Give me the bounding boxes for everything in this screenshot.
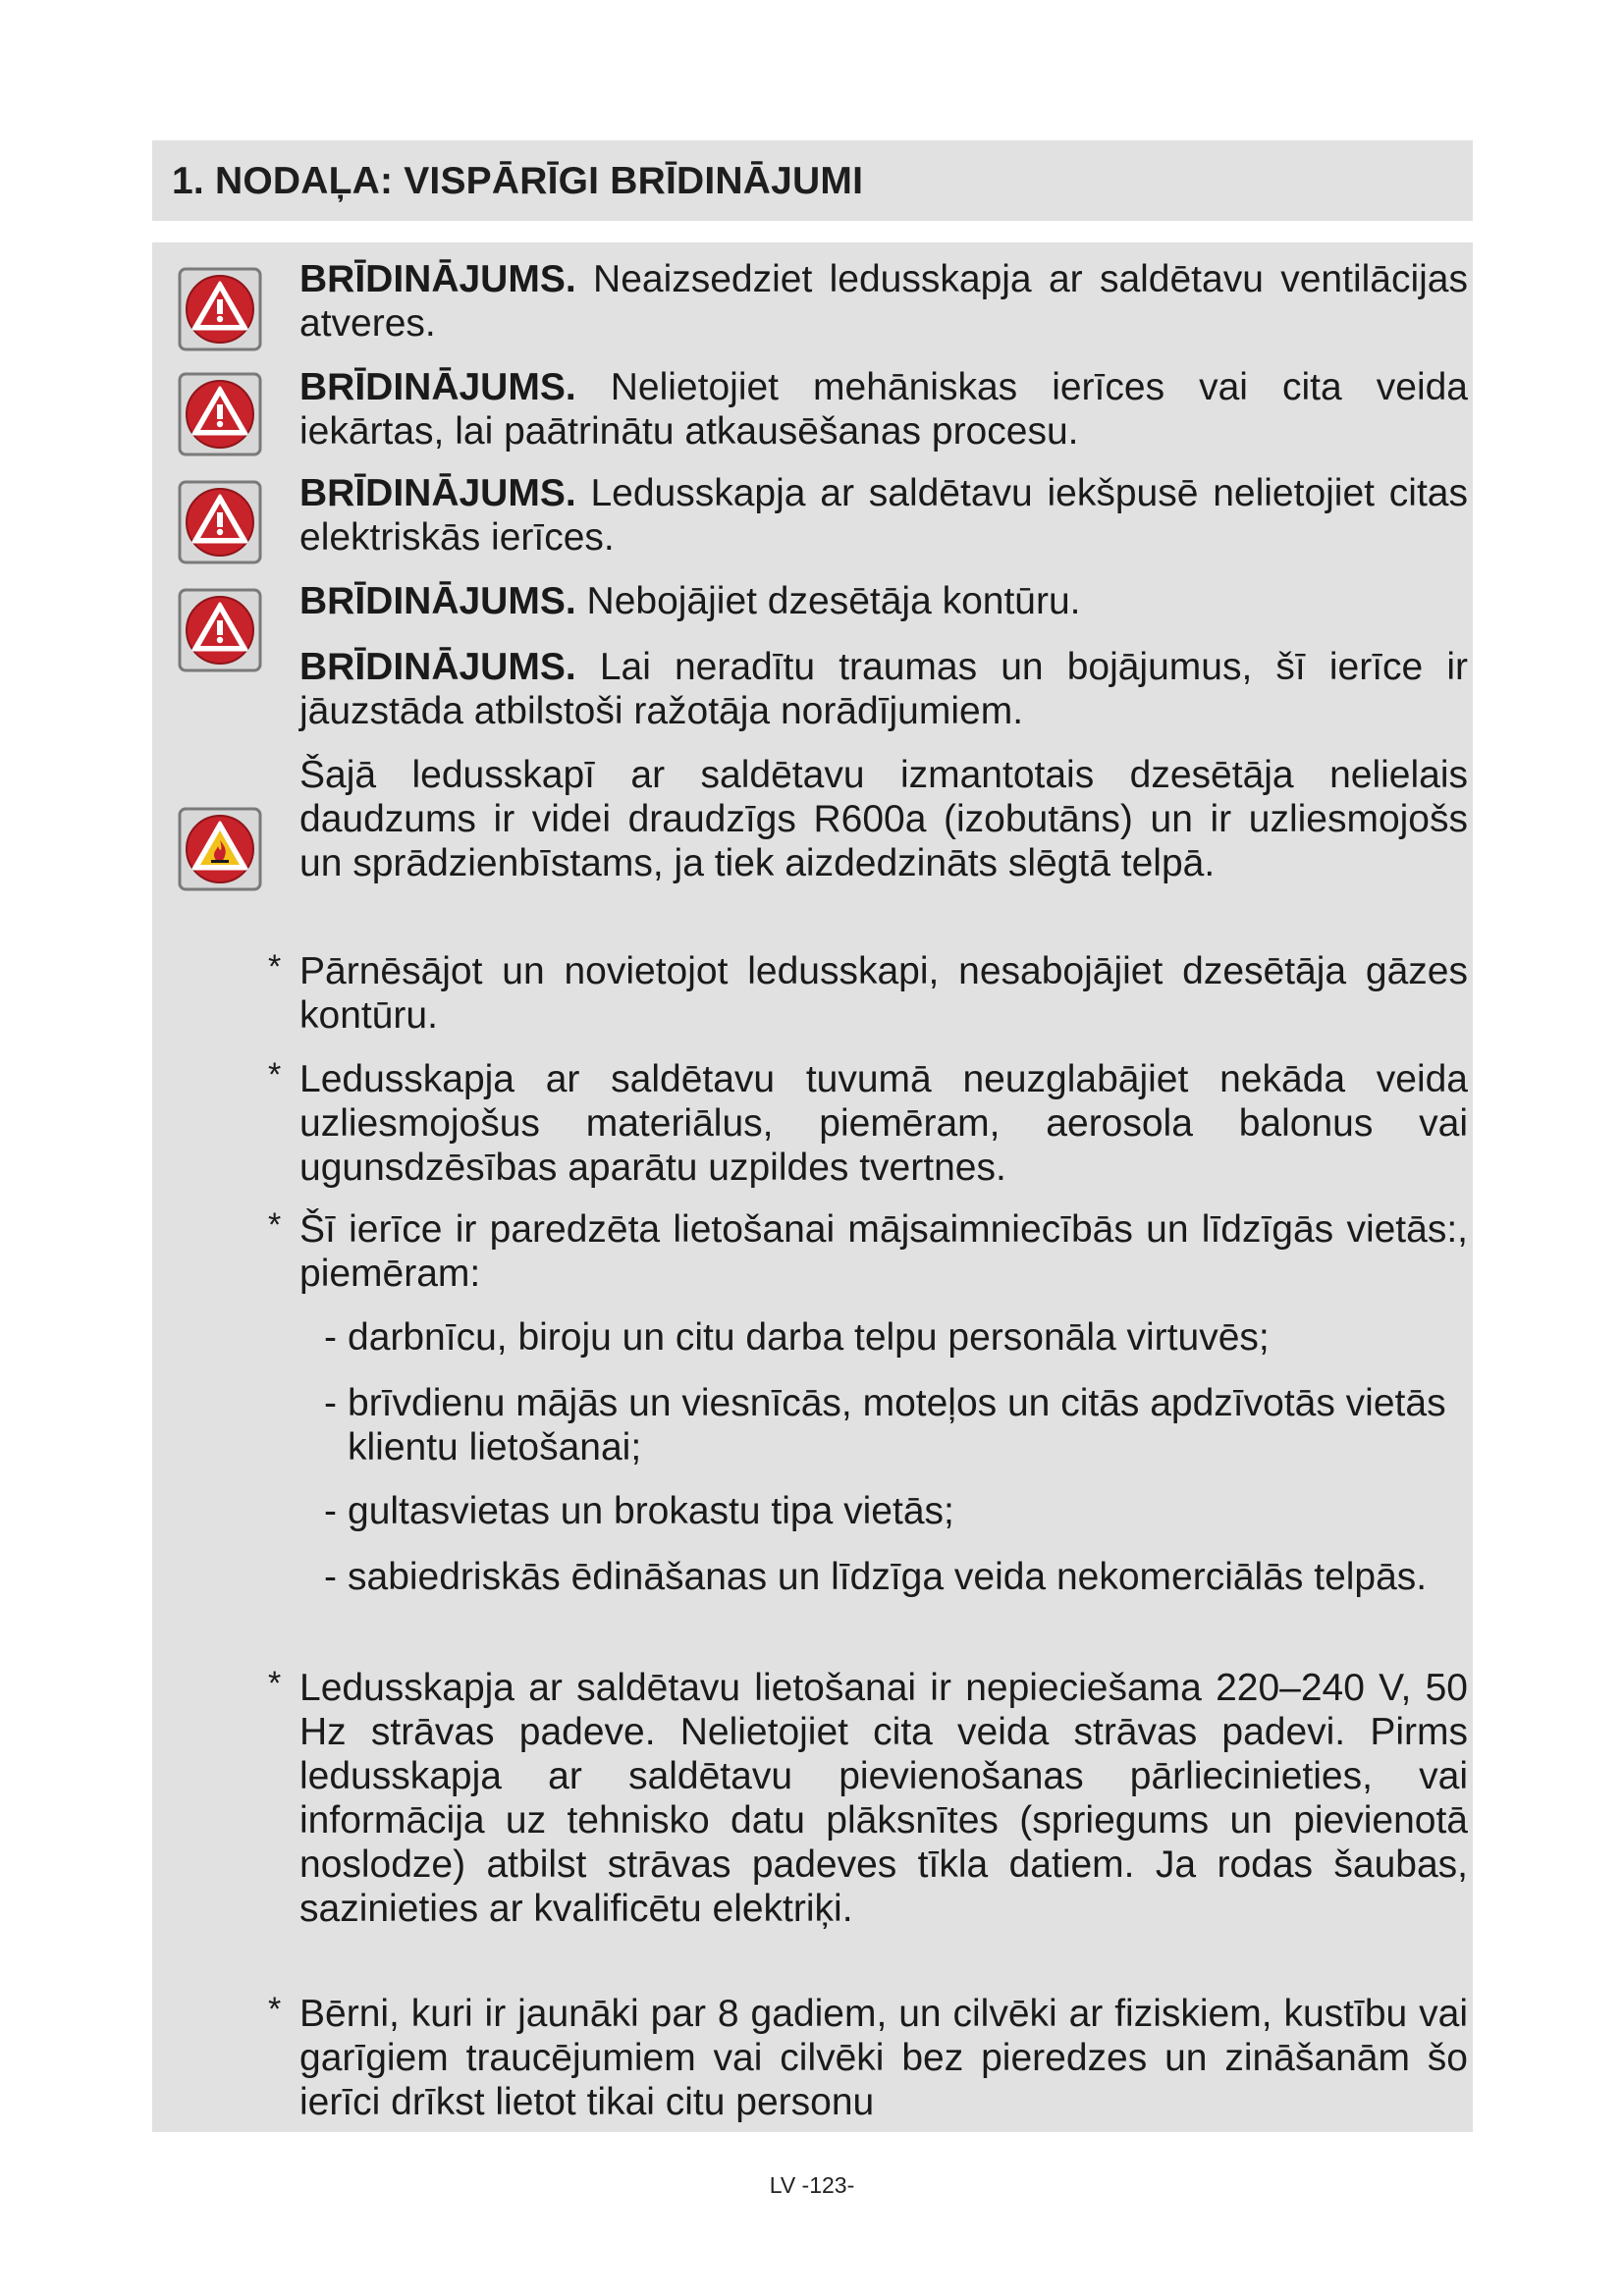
warning-keyword: BRĪDINĀJUMS. <box>299 258 576 300</box>
section-header <box>152 140 1473 221</box>
warning-keyword: BRĪDINĀJUMS. <box>299 366 576 408</box>
bullet-marker: * <box>268 948 282 986</box>
bullet-marker: * <box>268 1056 282 1094</box>
warning-triangle-icon <box>178 480 262 564</box>
warning-triangle-icon <box>178 588 262 672</box>
warning-text: Lai neradītu traumas un bojājumus, šī ierīce ir jāuzstāda atbilstoši ražotāja norādījumiem. <box>299 646 1468 732</box>
list-item <box>268 949 1468 1038</box>
sub-text: sabiedriskās ēdināšanas un līdzīga veida nekomerciālās telpās. <box>348 1556 1428 1598</box>
warning-keyword: BRĪDINĀJUMS. <box>299 580 576 622</box>
sub-text: gultasvietas un brokastu tipa vietās; <box>348 1490 954 1532</box>
bullet-marker: * <box>268 1206 282 1244</box>
sub-text: darbnīcu, biroju un citu darba telpu personāla virtuvēs; <box>348 1316 1270 1359</box>
bullet-text: Pārnēsājot un novietojot ledusskapi, nesabojājiet dzesētāja gāzes kontūru. <box>299 950 1468 1037</box>
warning-paragraph <box>299 365 1468 454</box>
sub-list-item <box>324 1315 1473 1360</box>
sub-marker: - <box>324 1556 337 1598</box>
warning-paragraph <box>299 257 1468 346</box>
bullet-text: Bērni, kuri ir jaunāki par 8 gadiem, un cilvēki ar fiziskiem, kustību vai garīgiem traucējumiem vai cilvēki bez pieredzes un zināšanām šo ierīci drīkst lietot tikai citu personu <box>299 1993 1468 2123</box>
list-item <box>268 1666 1468 1931</box>
sub-marker: - <box>324 1490 337 1532</box>
sub-list-item <box>324 1489 1473 1533</box>
bullet-text: Ledusskapja ar saldētavu lietošanai ir nepieciešama 220–240 V, 50 Hz strāvas padeve. Nelietojiet cita veida strāvas padevi. Pirms ledusskapja ar saldētavu pievienošanas pārliecinieties, vai informācija uz tehnisko datu plāksnītes (spriegums un pievienotā noslodze) atbilst strāvas padeves tīkla datiem. Ja rodas šaubas, sazinieties ar kvalificētu elektriķi. <box>299 1667 1468 1930</box>
sub-marker: - <box>324 1382 337 1424</box>
bullet-text: Ledusskapja ar saldētavu tuvumā neuzglabājiet nekāda veida uzliesmojošus materiālus, piemēram, aerosola balonus vai ugunsdzēsības aparātu uzpildes tvertnes. <box>299 1058 1468 1189</box>
bullet-marker: * <box>268 1665 282 1702</box>
warning-paragraph <box>299 471 1468 560</box>
page-number: LV -123- <box>769 2172 855 2198</box>
warning-text: Ledusskapja ar saldētavu iekšpusē nelietojiet citas elektriskās ierīces. <box>299 472 1468 559</box>
list-item <box>268 1057 1468 1190</box>
warning-text: Nebojājiet dzesētāja kontūru. <box>586 580 1081 622</box>
bullet-text: Šī ierīce ir paredzēta lietošanai mājsaimniecībās un līdzīgās vietās:, piemēram: <box>299 1208 1468 1295</box>
warning-paragraph <box>299 645 1468 733</box>
warning-keyword: BRĪDINĀJUMS. <box>299 472 576 514</box>
section-title: 1. NODAĻA: VISPĀRĪGI BRĪDINĀJUMI <box>172 160 864 202</box>
warning-triangle-icon <box>178 267 262 351</box>
sub-list-item <box>324 1381 1473 1469</box>
sub-text: brīvdienu mājās un viesnīcās, moteļos un citās apdzīvotās vietās klientu lietošanai; <box>348 1382 1446 1468</box>
warnings-panel <box>152 242 1473 2132</box>
flammable-warning-icon <box>178 807 262 891</box>
bullet-marker: * <box>268 1991 282 2028</box>
flammable-note <box>299 753 1468 885</box>
warning-text: Nelietojiet mehāniskas ierīces vai cita veida iekārtas, lai paātrinātu atkausēšanas procesu. <box>299 366 1468 453</box>
warning-paragraph <box>299 579 1468 623</box>
warning-triangle-icon <box>178 372 262 456</box>
list-item <box>268 1992 1468 2124</box>
warning-keyword: BRĪDINĀJUMS. <box>299 646 576 688</box>
sub-marker: - <box>324 1316 337 1359</box>
flammable-note-text: Šajā ledusskapī ar saldētavu izmantotais dzesētāja nelielais daudzums ir videi draudzīgs R600a (izobutāns) un ir uzliesmojošs un sprādzienbīstams, ja tiek aizdedzināts slēgtā telpā. <box>299 754 1468 884</box>
list-item <box>268 1207 1468 1296</box>
sub-list-item <box>324 1555 1473 1599</box>
warning-text: Neaizsedziet ledusskapja ar saldētavu ventilācijas atveres. <box>299 258 1468 345</box>
